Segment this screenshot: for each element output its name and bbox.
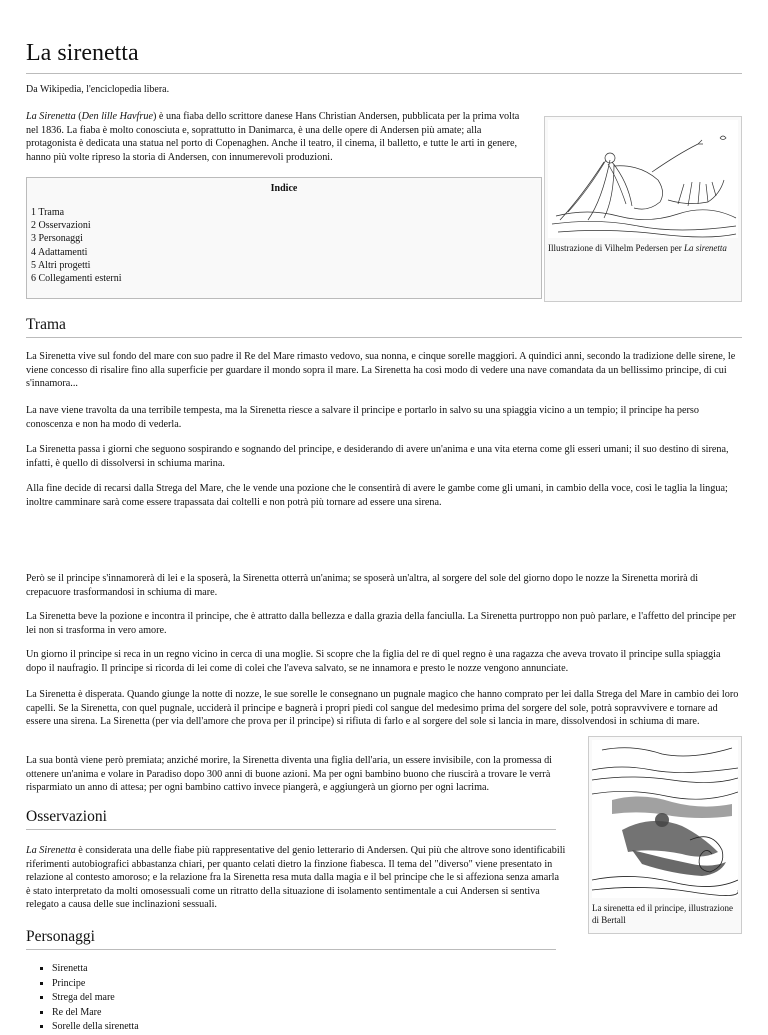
list-item[interactable]: ▪ Principe: [52, 977, 139, 992]
table-of-contents: [26, 177, 542, 299]
figure-pedersen: [544, 116, 742, 302]
toc-item-personaggi[interactable]: 3 Personaggi: [31, 233, 83, 245]
osservazioni-paragraph: [26, 844, 566, 912]
paragraph: La Sirenetta beve la pozione e incontra il principe, che è attratto dalla bellezza e dalla grazia della fanciulla. La Sirenetta purtroppo non può parlare, e l'affetto del principe per lei non si trasforma in vero amore.: [26, 611, 736, 636]
intro-text-a: (: [75, 111, 82, 122]
figure-bertall: [588, 736, 742, 934]
section-heading-trama: Trama: [26, 316, 742, 338]
paragraph: La sua bontà viene però premiata; anziché morire, la Sirenetta diventa una figlia dell'aria, un essere invisibile, con la promessa di ottenere un'anima e volare in Paradiso dopo 300 anni di buone azioni. Ma per ogni bambino buono che riuscirà a trovare le verrà risparmiato un anno di attesa; per ogni bambino cattivo invece piangerà, e aggiungerà un giorno per ogni lacrima.: [26, 755, 553, 793]
intro-paragraph: [26, 110, 532, 164]
figure-bertall-caption: La sirenetta ed il principe, illustrazione di Bertall: [592, 903, 733, 925]
toc-item-collegamenti-esterni[interactable]: 6 Collegamenti esterni: [31, 273, 122, 285]
tagline: Da Wikipedia, l'enciclopedia libera.: [26, 84, 170, 95]
list-item[interactable]: ▪ Sorelle della sirenetta: [52, 1020, 139, 1035]
paragraph: Però se il principe s'innamorerà di lei e la sposerà, la Sirenetta otterrà un'anima; se sposerà un'altra, al sorgere del sole del giorno dopo le nozze la Sirenetta morirà di crepacuore trasformandosi in schiuma di mare.: [26, 573, 699, 598]
paragraph: Alla fine decide di recarsi dalla Strega del Mare, che le vende una pozione che le consentirà di avere le gambe come gli umani, in cambio della voce, così le taglia la lingua; inoltre camminare sarà come essere trapassata dai coltelli e non potrà più tornare ad essere una sirena.: [26, 483, 728, 508]
mermaid-illustration[interactable]: [548, 120, 738, 238]
toc-title: Indice: [270, 183, 298, 194]
section-heading-personaggi: Personaggi: [26, 928, 556, 950]
list-item[interactable]: ▪ Re del Mare: [52, 1006, 139, 1021]
toc-list: [31, 206, 541, 285]
list-item[interactable]: ▪ Strega del mare: [52, 991, 139, 1006]
toc-item-osservazioni[interactable]: 2 Osservazioni: [31, 220, 91, 232]
page-title: La sirenetta: [26, 40, 742, 74]
toc-item-adattamenti[interactable]: 4 Adattamenti: [31, 246, 88, 258]
list-item[interactable]: ▪ Sirenetta: [52, 962, 139, 977]
caption-text: Illustrazione di Vilhelm Pedersen per: [548, 243, 685, 253]
toc-item-trama[interactable]: 1 Trama: [31, 207, 65, 218]
intro-original-title: Den lille Havfrue: [81, 111, 153, 122]
paragraph: La Sirenetta vive sul fondo del mare con suo padre il Re del Mare rimasto vedovo, sua nonna, e cinque sorelle maggiori. A quindici anni, secondo la tradizione delle sirene, le viene concesso di risalire fino alla superficie per guardare il mondo sopra il mare. La Sirenetta ha così modo di vedere una nave comandata da un bellissimo principe, di cui s'innamora...: [26, 351, 736, 389]
osservazioni-italic: La Sirenetta: [26, 845, 76, 856]
intro-text-b: ) è una fiaba dello scrittore danese Hans Christian Andersen, pubblicata per la prima volta nel 1836. La fiaba è molto conosciuta e, soprattutto in Danimarca, è una delle opere di Andersen più amate; alla protagonista è dedicata una statua nel porto di Copenaghen. Anche il teatro, il cinema, il balletto, e tutte le arti in genere, hanno più volte ripreso la storia di Andersen, con innumerevoli produzioni.: [26, 111, 520, 163]
paragraph: Un giorno il principe si reca in un regno vicino in cerca di una moglie. Si scopre che la figlia del re di quel regno è una ragazza che aveva trovato il principe sulla spiaggia dopo il naufragio. Il principe si ricorda di lei come di colei che l'aveva salvato, se ne innamora e presto le nozze vengono annunciate.: [26, 649, 721, 674]
figure-pedersen-caption: [548, 242, 738, 254]
caption-italic: La sirenetta: [684, 243, 727, 253]
paragraph: La nave viene travolta da una terribile tempesta, ma la Sirenetta riesce a salvare il principe e portarlo in salvo su una spiaggia vicino a un tempio; il principe ha perso conoscenza e non ha modo di vederla.: [26, 405, 699, 430]
intro-title-italic: La Sirenetta: [26, 111, 76, 122]
section-heading-osservazioni: Osservazioni: [26, 808, 556, 830]
paragraph: La Sirenetta passa i giorni che seguono sospirando e sognando del principe, e desiderando di avere un'anima e una vita eterna come gli esseri umani; il suo destino di sirena, infatti, è quello di dissolversi in schiuma marina.: [26, 444, 729, 469]
toc-item-altri-progetti[interactable]: 5 Altri progetti: [31, 259, 91, 271]
mermaid-prince-illustration[interactable]: [592, 740, 738, 898]
osservazioni-text: è considerata una delle fiabe più rappresentative del genio letterario di Andersen. Qui più che altrove sono identificabili riferimenti autobiografici abbastanza chiari, per quanto celati dietro la finzione fiabesca. Il tema del "diverso" viene presentato in relazione al contesto amoroso; e la relazione fra la Sirenetta resa muta dalla magia e il bel principe che le si affeziona senza amarla è stato interpretato da molti omosessuali come un ritratto della situazione di isolamento sentimentale a cui Andersen si sentiva relegato a causa delle sue inclinazioni sessuali.: [26, 845, 566, 910]
paragraph: La Sirenetta è disperata. Quando giunge la notte di nozze, le sue sorelle le consegnano un pugnale magico che hanno comprato per lei dalla Strega del Mare in cambio dei loro capelli. Se la Sirenetta, con quel pugnale, ucciderà il principe e bagnerà i propri piedi col sangue del medesimo prima del sorgere del sole, potrà sopravvivere e tornare ad essere una sirena. La Sirenetta (per via dell'amore che prova per il principe) si rifiuta di farlo e al sorgere del sole si lancia in mare, dissolvendosi in schiuma di mare.: [26, 689, 739, 727]
